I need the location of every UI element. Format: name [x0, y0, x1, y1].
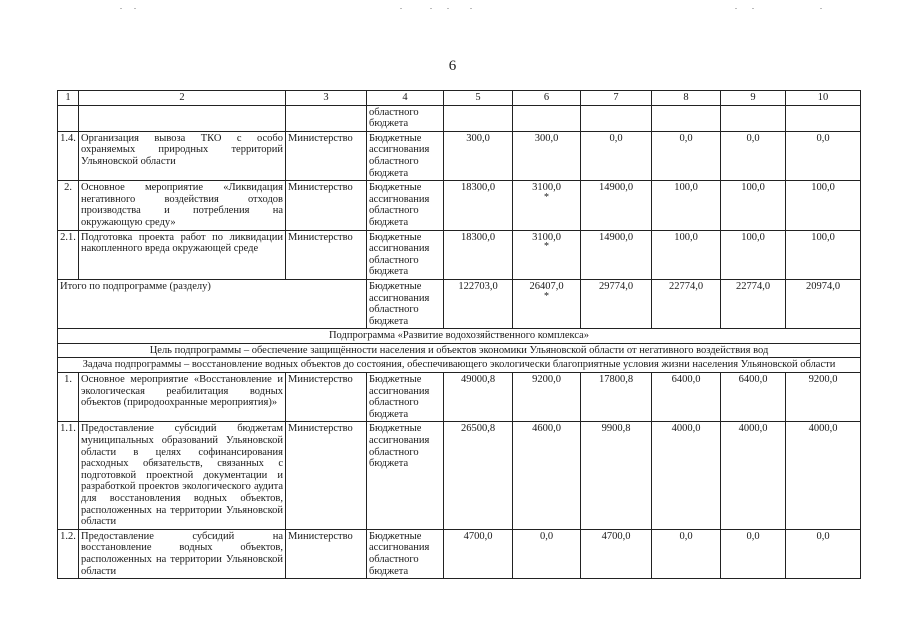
header-cell: 8 [652, 91, 721, 106]
measure-name: Организация вывоза ТКО с особо охраняемых природных территорий Ульяновской области [79, 131, 286, 180]
value-cell: 26407,0 [529, 280, 564, 292]
row-number: 1. [58, 373, 79, 422]
value-cell: 100,0 [811, 182, 835, 194]
row-number: 1.1. [58, 422, 79, 529]
funding-source: областного бюджета [367, 105, 444, 131]
value-cell: 22774,0 [668, 280, 704, 292]
measure-name: Предоставление субсидий на восстановление водных объектов, расположенных на территории Ульяновской области [79, 529, 286, 578]
value-cell: 0,0 [679, 530, 693, 542]
value-cell: 0,0 [816, 132, 830, 144]
measure-name: Подготовка проекта работ по ликвидации накопленного вреда окружающей среде [79, 230, 286, 279]
header-cell: 6 [513, 91, 581, 106]
subprogram-goal: Цель подпрограммы – обеспечение защищённости населения и объектов экономики Ульяновской области от негативного воздействия вод [58, 343, 861, 358]
value-cell: 100,0 [741, 182, 765, 194]
funding-source: Бюджетные ассигнования областного бюджета [367, 131, 444, 180]
value-cell: 26500,8 [460, 423, 496, 435]
value-cell: 49000,8 [460, 374, 496, 386]
value-cell: 100,0 [674, 231, 698, 243]
footnote-mark: * [544, 191, 549, 203]
value-cell: 6400,0 [671, 374, 701, 386]
value-cell: 0,0 [609, 132, 623, 144]
executor: Министерство [286, 181, 367, 230]
value-cell: 4000,0 [671, 423, 701, 435]
funding-source: Бюджетные ассигнования областного бюджета [367, 230, 444, 279]
scan-artifacts [0, 8, 905, 14]
value-cell: 29774,0 [598, 280, 634, 292]
footnote-mark: * [544, 290, 549, 302]
page-number: 6 [448, 58, 457, 74]
value-cell: 9200,0 [808, 374, 838, 386]
funding-source: Бюджетные ассигнования областного бюджета [367, 279, 444, 328]
value-cell: 18300,0 [460, 182, 496, 194]
total-label: Итого по подпрограмме (разделу) [58, 279, 367, 328]
value-cell: 4000,0 [808, 423, 838, 435]
footnote-mark: * [544, 241, 549, 253]
continuation-row [58, 105, 861, 131]
subprogram-task-row [58, 358, 861, 373]
table-row [58, 230, 861, 279]
value-cell: 300,0 [534, 132, 559, 144]
value-cell: 22774,0 [735, 280, 771, 292]
value-cell: 18300,0 [460, 231, 496, 243]
header-cell: 9 [721, 91, 786, 106]
funding-source: Бюджетные ассигнования областного бюджета [367, 373, 444, 422]
value-cell: 100,0 [674, 182, 698, 194]
funding-source: Бюджетные ассигнования областного бюджета [367, 422, 444, 529]
value-cell: 14900,0 [598, 182, 634, 194]
value-cell: 100,0 [811, 231, 835, 243]
value-cell: 300,0 [466, 132, 490, 144]
value-cell: 14900,0 [598, 231, 634, 243]
table-row [58, 181, 861, 230]
subprogram-title: Подпрограмма «Развитие водохозяйственного комплекса» [58, 329, 861, 344]
executor: Министерство [286, 529, 367, 578]
funding-source: Бюджетные ассигнования областного бюджета [367, 529, 444, 578]
value-cell: 0,0 [746, 530, 760, 542]
value-cell: 122703,0 [458, 280, 498, 292]
measure-name: Предоставление субсидий бюджетам муниципальных образований Ульяновской области в целях софинансирования расходных обязательств, связанных с подготовкой проектной документации и разработкой проектов экологического аудита для восстановления водных объектов, расположенных на территории Ульяновской области [79, 422, 286, 529]
header-row [58, 91, 861, 106]
value-cell: 0,0 [539, 530, 554, 542]
row-number: 1.2. [58, 529, 79, 578]
value-cell: 0,0 [746, 132, 760, 144]
value-cell: 3100,0 [532, 231, 561, 243]
value-cell: 4700,0 [601, 530, 631, 542]
table-row [58, 529, 861, 578]
budget-table [57, 90, 861, 579]
table-row [58, 422, 861, 529]
header-cell: 4 [367, 91, 444, 106]
header-cell: 3 [286, 91, 367, 106]
value-cell: 4600,0 [532, 423, 561, 435]
subprogram-task: Задача подпрограммы – восстановление водных объектов до состояния, обеспечивающего экологически благоприятные условия жизни населения Ульяновской области [58, 358, 861, 373]
value-cell: 0,0 [816, 530, 830, 542]
funding-source: Бюджетные ассигнования областного бюджета [367, 181, 444, 230]
header-cell: 2 [79, 91, 286, 106]
row-number: 2.1. [58, 230, 79, 279]
executor: Министерство [286, 422, 367, 529]
value-cell: 100,0 [741, 231, 765, 243]
subprogram-title-row [58, 329, 861, 344]
measure-name: Основное мероприятие «Ликвидация негативного воздействия отходов производства и потребления на окружающую среду» [79, 181, 286, 230]
value-cell: 9200,0 [532, 374, 561, 386]
value-cell: 9900,8 [601, 423, 631, 435]
subprogram-goal-row [58, 343, 861, 358]
value-cell: 0,0 [679, 132, 693, 144]
value-cell: 4700,0 [463, 530, 493, 542]
executor: Министерство [286, 230, 367, 279]
value-cell: 4000,0 [738, 423, 768, 435]
value-cell: 20974,0 [805, 280, 841, 292]
header-cell: 1 [58, 91, 79, 106]
total-row [58, 279, 861, 328]
header-cell: 7 [581, 91, 652, 106]
header-cell: 5 [444, 91, 513, 106]
row-number: 1.4. [58, 131, 79, 180]
measure-name: Основное мероприятие «Восстановление и экологическая реабилитация водных объектов (природоохранные мероприятия)» [79, 373, 286, 422]
row-number: 2. [58, 181, 79, 230]
executor: Министерство [286, 373, 367, 422]
executor: Министерство [286, 131, 367, 180]
table-row [58, 131, 861, 180]
header-cell: 10 [786, 91, 861, 106]
table-row [58, 373, 861, 422]
value-cell: 6400,0 [738, 374, 768, 386]
value-cell: 3100,0 [532, 182, 561, 194]
value-cell: 17800,8 [598, 374, 634, 386]
